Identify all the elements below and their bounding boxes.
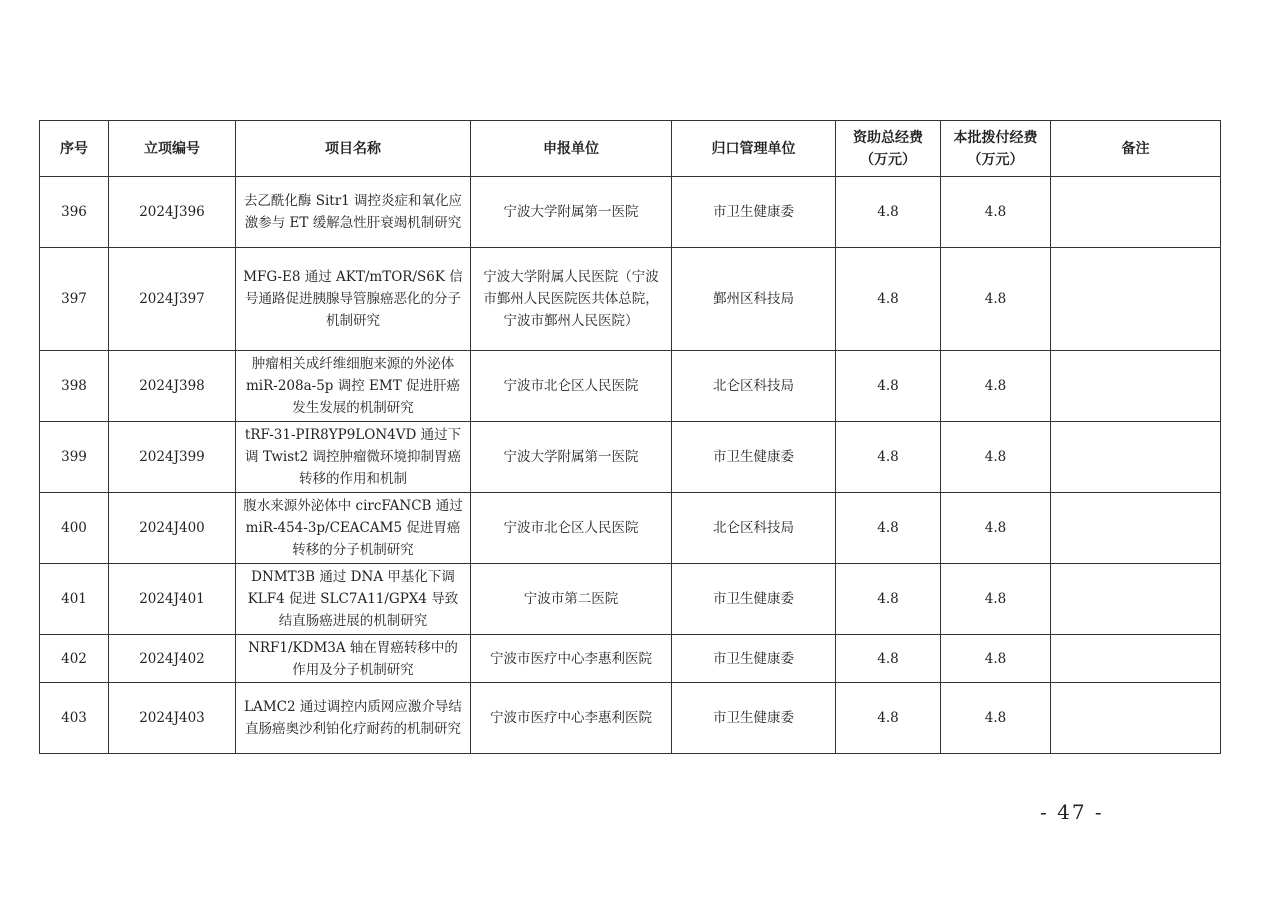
cell-total: 4.8 xyxy=(836,493,941,564)
cell-batch: 4.8 xyxy=(941,493,1051,564)
cell-name: DNMT3B 通过 DNA 甲基化下调 KLF4 促进 SLC7A11/GPX4 导致结直肠癌进展的机制研究 xyxy=(236,564,471,635)
header-total-line1: 资助总经费 xyxy=(853,129,923,146)
cell-mgmt: 市卫生健康委 xyxy=(672,635,836,683)
cell-note xyxy=(1051,683,1221,754)
cell-seq: 403 xyxy=(40,683,109,754)
cell-name: NRF1/KDM3A 轴在胃癌转移中的作用及分子机制研究 xyxy=(236,635,471,683)
cell-code: 2024J403 xyxy=(109,683,236,754)
cell-batch: 4.8 xyxy=(941,351,1051,422)
cell-unit: 宁波市医疗中心李惠利医院 xyxy=(471,683,672,754)
cell-total: 4.8 xyxy=(836,422,941,493)
cell-mgmt: 北仑区科技局 xyxy=(672,351,836,422)
header-mgmt: 归口管理单位 xyxy=(672,121,836,177)
cell-unit: 宁波市北仑区人民医院 xyxy=(471,351,672,422)
table-row xyxy=(40,493,1221,564)
cell-batch: 4.8 xyxy=(941,683,1051,754)
header-unit: 申报单位 xyxy=(471,121,672,177)
cell-note xyxy=(1051,351,1221,422)
cell-seq: 397 xyxy=(40,248,109,351)
cell-seq: 396 xyxy=(40,177,109,248)
cell-name: MFG-E8 通过 AKT/mTOR/S6K 信号通路促进胰腺导管腺癌恶化的分子机制研究 xyxy=(236,248,471,351)
cell-batch: 4.8 xyxy=(941,248,1051,351)
cell-total: 4.8 xyxy=(836,683,941,754)
table-row xyxy=(40,351,1221,422)
cell-total: 4.8 xyxy=(836,635,941,683)
cell-note xyxy=(1051,177,1221,248)
cell-code: 2024J396 xyxy=(109,177,236,248)
cell-note xyxy=(1051,248,1221,351)
cell-seq: 402 xyxy=(40,635,109,683)
cell-mgmt: 市卫生健康委 xyxy=(672,177,836,248)
cell-name: LAMC2 通过调控内质网应激介导结直肠癌奥沙利铂化疗耐药的机制研究 xyxy=(236,683,471,754)
header-seq: 序号 xyxy=(40,121,109,177)
cell-total: 4.8 xyxy=(836,177,941,248)
cell-mgmt: 市卫生健康委 xyxy=(672,564,836,635)
cell-name: 肿瘤相关成纤维细胞来源的外泌体 miR-208a-5p 调控 EMT 促进肝癌发生发展的机制研究 xyxy=(236,351,471,422)
table-row xyxy=(40,177,1221,248)
cell-batch: 4.8 xyxy=(941,422,1051,493)
cell-unit: 宁波大学附属人民医院（宁波市鄞州人民医院医共体总院，宁波市鄞州人民医院） xyxy=(471,248,672,351)
cell-code: 2024J399 xyxy=(109,422,236,493)
cell-mgmt: 鄞州区科技局 xyxy=(672,248,836,351)
cell-seq: 401 xyxy=(40,564,109,635)
cell-code: 2024J402 xyxy=(109,635,236,683)
cell-batch: 4.8 xyxy=(941,177,1051,248)
cell-unit: 宁波大学附属第一医院 xyxy=(471,422,672,493)
funding-table xyxy=(39,120,1221,754)
header-code: 立项编号 xyxy=(109,121,236,177)
cell-unit: 宁波市北仑区人民医院 xyxy=(471,493,672,564)
cell-seq: 398 xyxy=(40,351,109,422)
cell-note xyxy=(1051,564,1221,635)
table-row xyxy=(40,422,1221,493)
cell-unit: 宁波大学附属第一医院 xyxy=(471,177,672,248)
cell-mgmt: 北仑区科技局 xyxy=(672,493,836,564)
cell-note xyxy=(1051,635,1221,683)
cell-note xyxy=(1051,493,1221,564)
cell-name: tRF-31-PIR8YP9LON4VD 通过下调 Twist2 调控肿瘤微环境抑制胃癌转移的作用和机制 xyxy=(236,422,471,493)
cell-name: 去乙酰化酶 Sitr1 调控炎症和氧化应激参与 ET 缓解急性肝衰竭机制研究 xyxy=(236,177,471,248)
cell-total: 4.8 xyxy=(836,248,941,351)
table-row xyxy=(40,683,1221,754)
page-number: - 47 - xyxy=(1040,800,1104,824)
cell-unit: 宁波市第二医院 xyxy=(471,564,672,635)
cell-name: 腹水来源外泌体中 circFANCB 通过 miR-454-3p/CEACAM5 促进胃癌转移的分子机制研究 xyxy=(236,493,471,564)
cell-code: 2024J398 xyxy=(109,351,236,422)
header-total xyxy=(836,121,941,177)
header-batch-line1: 本批拨付经费 xyxy=(953,129,1038,146)
table-row xyxy=(40,248,1221,351)
cell-batch: 4.8 xyxy=(941,564,1051,635)
cell-batch: 4.8 xyxy=(941,635,1051,683)
cell-unit: 宁波市医疗中心李惠利医院 xyxy=(471,635,672,683)
cell-mgmt: 市卫生健康委 xyxy=(672,422,836,493)
cell-code: 2024J401 xyxy=(109,564,236,635)
header-batch xyxy=(941,121,1051,177)
header-note: 备注 xyxy=(1051,121,1221,177)
header-batch-line2: （万元） xyxy=(967,151,1024,168)
cell-seq: 399 xyxy=(40,422,109,493)
cell-total: 4.8 xyxy=(836,351,941,422)
header-total-line2: （万元） xyxy=(860,151,916,168)
table-row xyxy=(40,635,1221,683)
cell-total: 4.8 xyxy=(836,564,941,635)
header-name: 项目名称 xyxy=(236,121,471,177)
cell-mgmt: 市卫生健康委 xyxy=(672,683,836,754)
table-row xyxy=(40,564,1221,635)
cell-note xyxy=(1051,422,1221,493)
cell-seq: 400 xyxy=(40,493,109,564)
table-header-row xyxy=(40,121,1221,177)
cell-code: 2024J397 xyxy=(109,248,236,351)
cell-code: 2024J400 xyxy=(109,493,236,564)
